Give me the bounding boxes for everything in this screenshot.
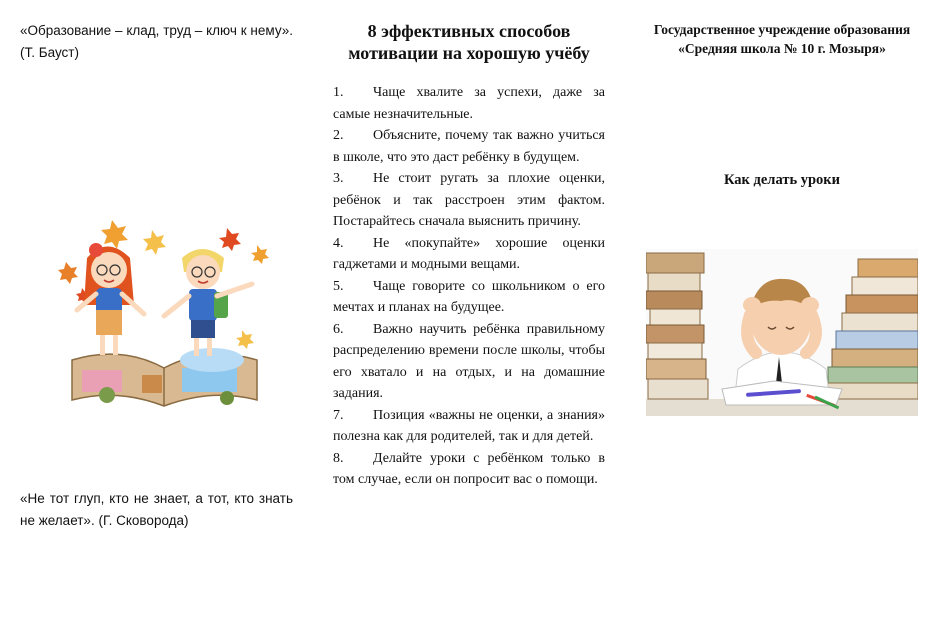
tip-item	[333, 405, 605, 448]
tip-number: 3.	[333, 171, 344, 186]
brochure-title: 8 эффективных способов мотивации на хорошую учёбу	[348, 21, 590, 63]
tip-text: Важно научить ребёнка правильному распределению времени после школы, чтобы его хватало и на отдых, и на домашние задания.	[333, 321, 605, 401]
left-panel	[20, 0, 293, 624]
tip-number: 7.	[333, 407, 344, 423]
girl-figure	[77, 243, 144, 355]
tip-item	[333, 125, 605, 168]
children-with-book-illustration	[52, 210, 277, 410]
quote-top: «Образование – клад, труд – ключ к нему». (Т. Бауст)	[20, 23, 293, 60]
tip-item	[333, 276, 605, 319]
left-book-stack	[646, 253, 708, 399]
organization-name: Государственное учреждение образования «Средняя школа № 10 г. Мозыря»	[653, 22, 911, 56]
tip-number: 1.	[333, 85, 344, 100]
tip-text: Не стоит ругать за плохие оценки, ребёнок и так расстроен этим фактом. Постарайтесь сначала выяснить причину.	[333, 171, 605, 229]
tip-text: Чаще говорите со школьником о его мечтах и планах на будущее.	[333, 278, 605, 315]
boy-with-books-photo	[646, 249, 918, 416]
tips-list	[333, 82, 605, 491]
tip-number: 5.	[333, 278, 344, 294]
right-panel	[646, 0, 918, 624]
topic-title: Как делать уроки	[723, 172, 841, 188]
tip-text: Чаще хвалите за успехи, даже за самые незначительные.	[333, 85, 605, 122]
tip-text: Позиция «важны не оценки, а знания» полезна как для родителей, так и для детей.	[333, 407, 605, 444]
tip-item	[333, 168, 605, 233]
tip-item	[333, 233, 605, 276]
tip-number: 4.	[333, 235, 344, 251]
tip-item	[333, 319, 605, 405]
tip-text: Не «покупайте» хорошие оценки гаджетами и модными вещами.	[333, 235, 605, 272]
tip-text: Объясните, почему так важно учиться в школе, что это даст ребёнку в будущем.	[333, 128, 605, 165]
tip-item	[333, 448, 605, 491]
tip-item	[333, 82, 605, 125]
open-book	[72, 348, 257, 406]
tip-number: 8.	[333, 450, 344, 466]
quote-bottom: «Не тот глуп, кто не знает, а тот, кто знать не желает». (Г. Сковорода)	[20, 491, 293, 528]
tip-text: Делайте уроки с ребёнком только в том случае, если он попросит вас о помощи.	[333, 450, 605, 487]
tip-number: 6.	[333, 321, 344, 337]
tip-number: 2.	[333, 128, 344, 143]
middle-panel	[333, 0, 605, 624]
